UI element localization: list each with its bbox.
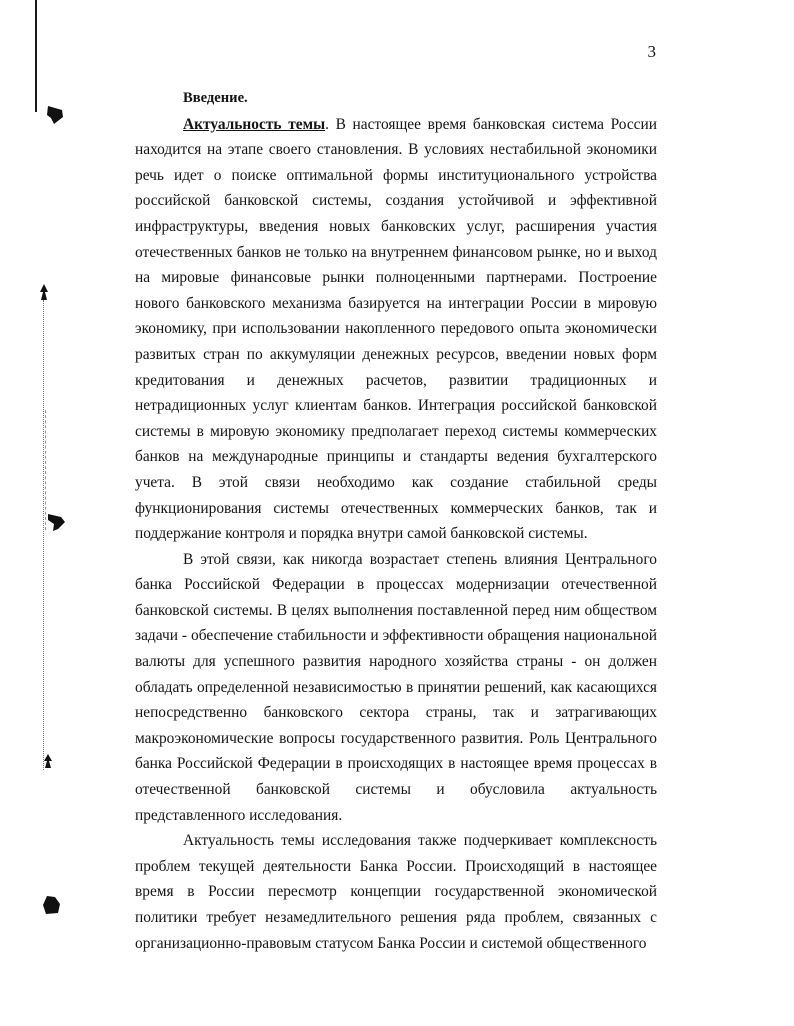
hole-punch-mark-icon xyxy=(41,894,63,916)
paragraph-3: Актуальность темы исследования также подчеркивает комплексность проблем текущей деятельности Банка России. Происходящий в настоящее время в России пересмотр концепции государственной экономической политики требует незамедлительного решения ряда проблем, связанных с организационно-правовым статусом Банка России и системой общественного xyxy=(135,832,657,952)
binding-dotted-line xyxy=(43,300,45,770)
paragraph-1-text: . В настоящее время банковская система России находится на этапе своего становления. В условиях нестабильной экономики речь идет о поиске оптимальной формы институционального устройства российской банковской системы, создания устойчивой и эффективной инфраструктуры, введения новых банковских услуг, расширения участия отечественных банков не только на внутреннем финансовом рынке, но и выход на мировые финансовые рынки полноценными партнерами. Построение нового банковского механизма базируется на интеграции России в мировую экономику, при использовании накопленного передового опыта экономически развитых стран по аккумуляции денежных ресурсов, введении новых форм кредитования и денежных расчетов, развитии традиционных и нетрадиционных услуг клиентам банков. Интеграция российской банковской системы в мировую экономику предполагает переход системы коммерческих банков на международные принципы и стандарты ведения бухгалтерского учета. В этой связи необходимо как создание стабильной среды функционирования системы отечественных коммерческих банков, так и поддержание контроля и порядка внутри самой банковской системы. xyxy=(135,115,657,543)
page-body xyxy=(135,86,657,956)
hole-punch-mark-icon xyxy=(45,512,67,532)
hole-punch-mark-icon xyxy=(44,104,66,126)
topic-label: Актуальность темы xyxy=(183,115,326,133)
paragraph-2: В этой связи, как никогда возрастает степень влияния Центрального банка Российской Федерации в процессах модернизации отечественной банковской системы. В целях выполнения поставленной перед ним обществом задачи - обеспечение стабильности и эффективности обращения национальной валюты для успешного развития народного хозяйства страны - он должен обладать определенной независимостью в принятии решений, как касающихся непосредственно банковского сектора страны, так и затрагивающих макроэкономические вопросы государственного развития. Роль Центрального банка Российской Федерации в происходящих в настоящее время процессах в отечественной банковской системы и обусловила актуальность представленного исследования. xyxy=(135,550,657,824)
scan-speck-icon xyxy=(37,283,51,301)
paragraph-1 xyxy=(135,112,657,547)
section-heading: Введение. xyxy=(183,90,248,106)
scan-speck-icon xyxy=(42,753,54,769)
page-number: 3 xyxy=(647,42,656,61)
binding-edge-line xyxy=(35,0,37,112)
